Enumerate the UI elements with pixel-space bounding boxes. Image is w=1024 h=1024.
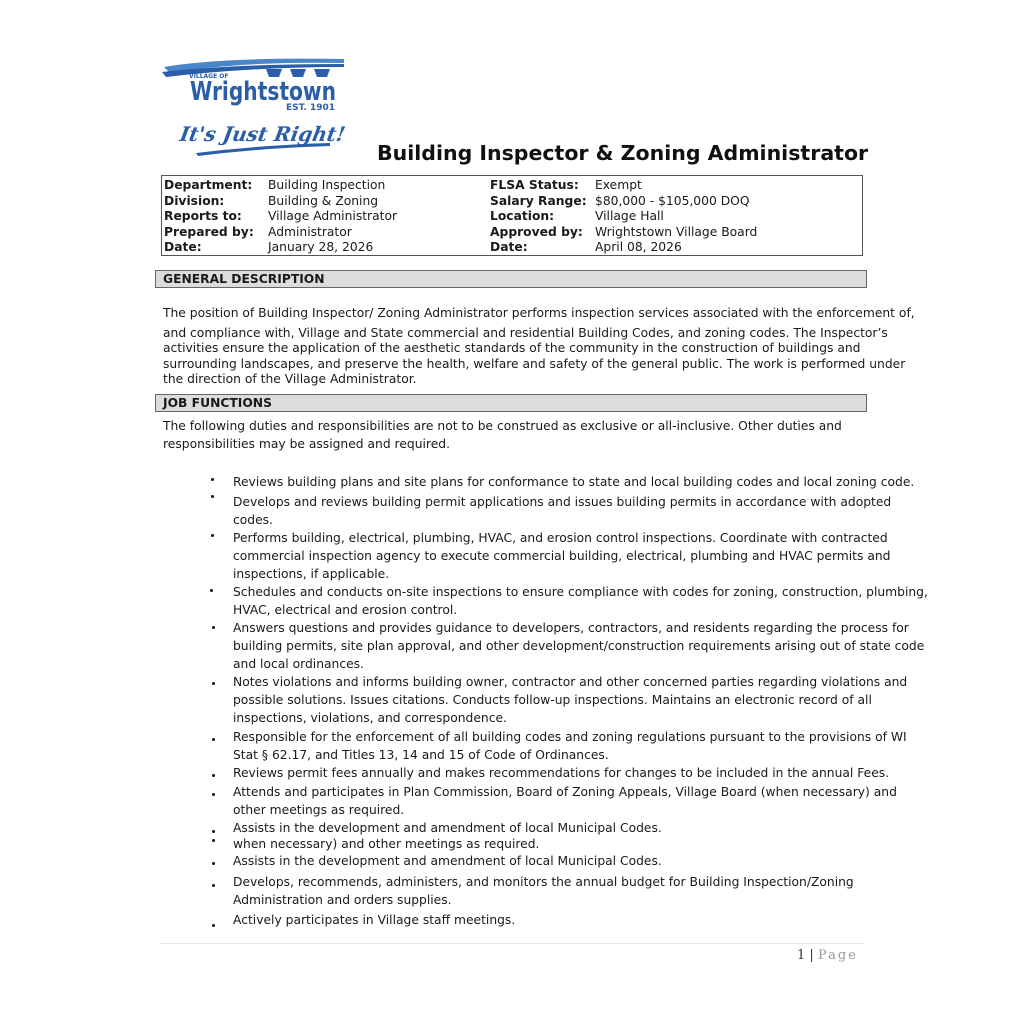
prepared-by-value: Administrator: [268, 224, 352, 239]
division-label: Division:: [164, 193, 225, 208]
list-item: [233, 911, 878, 929]
bullet-dot: [210, 589, 213, 592]
text-line: The position of Building Inspector/ Zoning Administrator performs inspection services associated with the enforcement of,: [163, 306, 915, 320]
list-item-line: inspections, if applicable.: [233, 567, 390, 581]
page-footer: [797, 948, 858, 963]
bullet-dot: [212, 830, 215, 833]
list-item: [233, 728, 907, 764]
logo-est: EST. 1901: [286, 103, 336, 113]
prepared-date-value: January 28, 2026: [268, 240, 374, 254]
prepared-date-label: Date:: [164, 240, 202, 254]
bullet-dot: [211, 534, 214, 537]
list-item-line: Reviews permit fees annually and makes recommendations for changes to be included in the annual Fees.: [233, 766, 890, 780]
list-item-line: Notes violations and informs building owner, contractor and other concerned parties regarding violations and: [233, 675, 908, 689]
salary-range-value: $80,000 - $105,000 DOQ: [595, 193, 750, 208]
bullet-dot: [211, 495, 214, 498]
logo-village-of: VILLAGE OF: [189, 73, 229, 80]
list-item: [233, 764, 890, 782]
text-line: responsibilities may be assigned and required.: [163, 437, 450, 451]
section-heading: JOB FUNCTIONS: [163, 396, 272, 410]
list-item: [233, 473, 915, 491]
bullet-dot: [212, 884, 215, 887]
list-item-line: HVAC, electrical and erosion control.: [233, 603, 458, 617]
reports-to-value: Village Administrator: [268, 209, 398, 223]
bullet-dot: [212, 738, 215, 741]
bullet-dot: [212, 793, 215, 796]
bullet-dot: [212, 682, 215, 685]
list-item-line: Answers questions and provides guidance to developers, contractors, and residents regarding the process for: [233, 621, 909, 635]
bullet-dot: [212, 839, 215, 842]
list-item: [233, 873, 878, 909]
list-item-line: inspections, violations, and correspondence.: [233, 711, 507, 725]
location-value: Village Hall: [595, 209, 664, 223]
list-item-line: Develops and reviews building permit applications and issues building permits in accordance with adopted: [233, 495, 892, 509]
list-item-line: Reviews building plans and site plans for conformance to state and local building codes and local zoning code.: [233, 475, 915, 489]
approved-by-value: Wrightstown Village Board: [595, 224, 758, 239]
location-label: Location:: [490, 209, 555, 223]
flsa-status-value: Exempt: [595, 178, 642, 192]
bullet-dot: [211, 478, 214, 481]
division-value: Building & Zoning: [268, 193, 379, 208]
list-item-line: codes.: [233, 513, 273, 527]
approved-date-value: April 08, 2026: [595, 240, 682, 254]
list-item-line: Responsible for the enforcement of all building codes and zoning regulations pursuant to the provisions of WI: [233, 730, 907, 744]
bullet-dot: [212, 626, 215, 629]
page-separator: |: [809, 948, 814, 963]
logo-tagline: It's Just Right!: [177, 122, 348, 146]
list-item: [233, 583, 928, 619]
list-item: [233, 493, 892, 529]
list-item-line: Administration and orders supplies.: [233, 893, 452, 907]
reports-to-label: Reports to:: [164, 209, 242, 223]
footer-divider: [160, 943, 863, 944]
flsa-status-label: FLSA Status:: [490, 178, 579, 192]
section-heading: GENERAL DESCRIPTION: [163, 272, 325, 286]
bullet-dot: [212, 774, 215, 777]
page-word: Page: [817, 948, 858, 963]
job-info-table: [161, 175, 863, 256]
page-title: Building Inspector & Zoning Administrator: [377, 141, 869, 165]
list-item-line: Actively participates in Village staff meetings.: [233, 913, 516, 927]
list-item-line: Develops, recommends, administers, and monitors the annual budget for Building Inspection/Zoning: [233, 875, 854, 889]
list-item: [233, 529, 891, 583]
text-line: activities ensure the application of the aesthetic standards of the community in the construction of buildings and: [163, 341, 861, 355]
list-item-line: other meetings as required.: [233, 803, 405, 817]
list-item: [233, 673, 908, 727]
job-functions-intro: [163, 417, 842, 453]
general-description-text: [163, 306, 915, 388]
list-item: [233, 852, 878, 870]
list-item-line: Assists in the development and amendment of local Municipal Codes.: [233, 854, 662, 868]
list-item: [233, 783, 897, 819]
wrightstown-logo-graphic: [162, 55, 352, 160]
text-line: The following duties and responsibilities are not to be construed as exclusive or all-inclusive. Other duties and: [163, 419, 842, 433]
job-functions-header: [155, 394, 867, 412]
approved-date-label: Date:: [490, 240, 528, 254]
list-item-line: when necessary) and other meetings as required.: [233, 837, 540, 851]
list-item-line: Performs building, electrical, plumbing, HVAC, and erosion control inspections. Coordinate with contracted: [233, 531, 888, 545]
text-line: and compliance with, Village and State commercial and residential Building Codes, and zoning codes. The Inspector’s: [163, 325, 888, 340]
list-item-line: commercial inspection agency to execute commercial building, electrical, plumbing and HVAC permits and: [233, 549, 891, 563]
list-item: [233, 835, 878, 853]
text-line: surrounding landscapes, and preserve the health, welfare and safety of the general public. The work is performed under: [163, 356, 906, 371]
bullet-dot: [212, 862, 215, 865]
list-item: [233, 619, 925, 673]
approved-by-label: Approved by:: [490, 224, 583, 239]
list-item-line: possible solutions. Issues citations. Conducts follow-up inspections. Maintains an electronic record of all: [233, 693, 872, 707]
list-item-line: Attends and participates in Plan Commission, Board of Zoning Appeals, Village Board (when necessary) and: [233, 785, 897, 799]
department-value: Building Inspection: [268, 178, 386, 192]
list-item-line: building permits, site plan approval, and other development/construction requirements arising out of state code: [233, 639, 925, 653]
bullet-dot: [212, 924, 215, 927]
list-item-line: Schedules and conducts on-site inspections to ensure compliance with codes for zoning, construction, plumbing,: [233, 585, 928, 599]
list-item-line: Stat § 62.17, and Titles 13, 14 and 15 of Code of Ordinances.: [233, 748, 609, 762]
department-label: Department:: [164, 178, 253, 192]
logo-name: Wrightstown: [190, 77, 336, 107]
general-description-header: [155, 270, 867, 288]
list-item-line: Assists in the development and amendment of local Municipal Codes.: [233, 821, 662, 835]
list-item-line: and local ordinances.: [233, 657, 364, 671]
text-line: the direction of the Village Administrator.: [163, 372, 417, 386]
prepared-by-label: Prepared by:: [164, 224, 254, 239]
salary-range-label: Salary Range:: [490, 193, 587, 208]
village-logo: [162, 55, 352, 160]
page-number: 1: [797, 948, 806, 963]
